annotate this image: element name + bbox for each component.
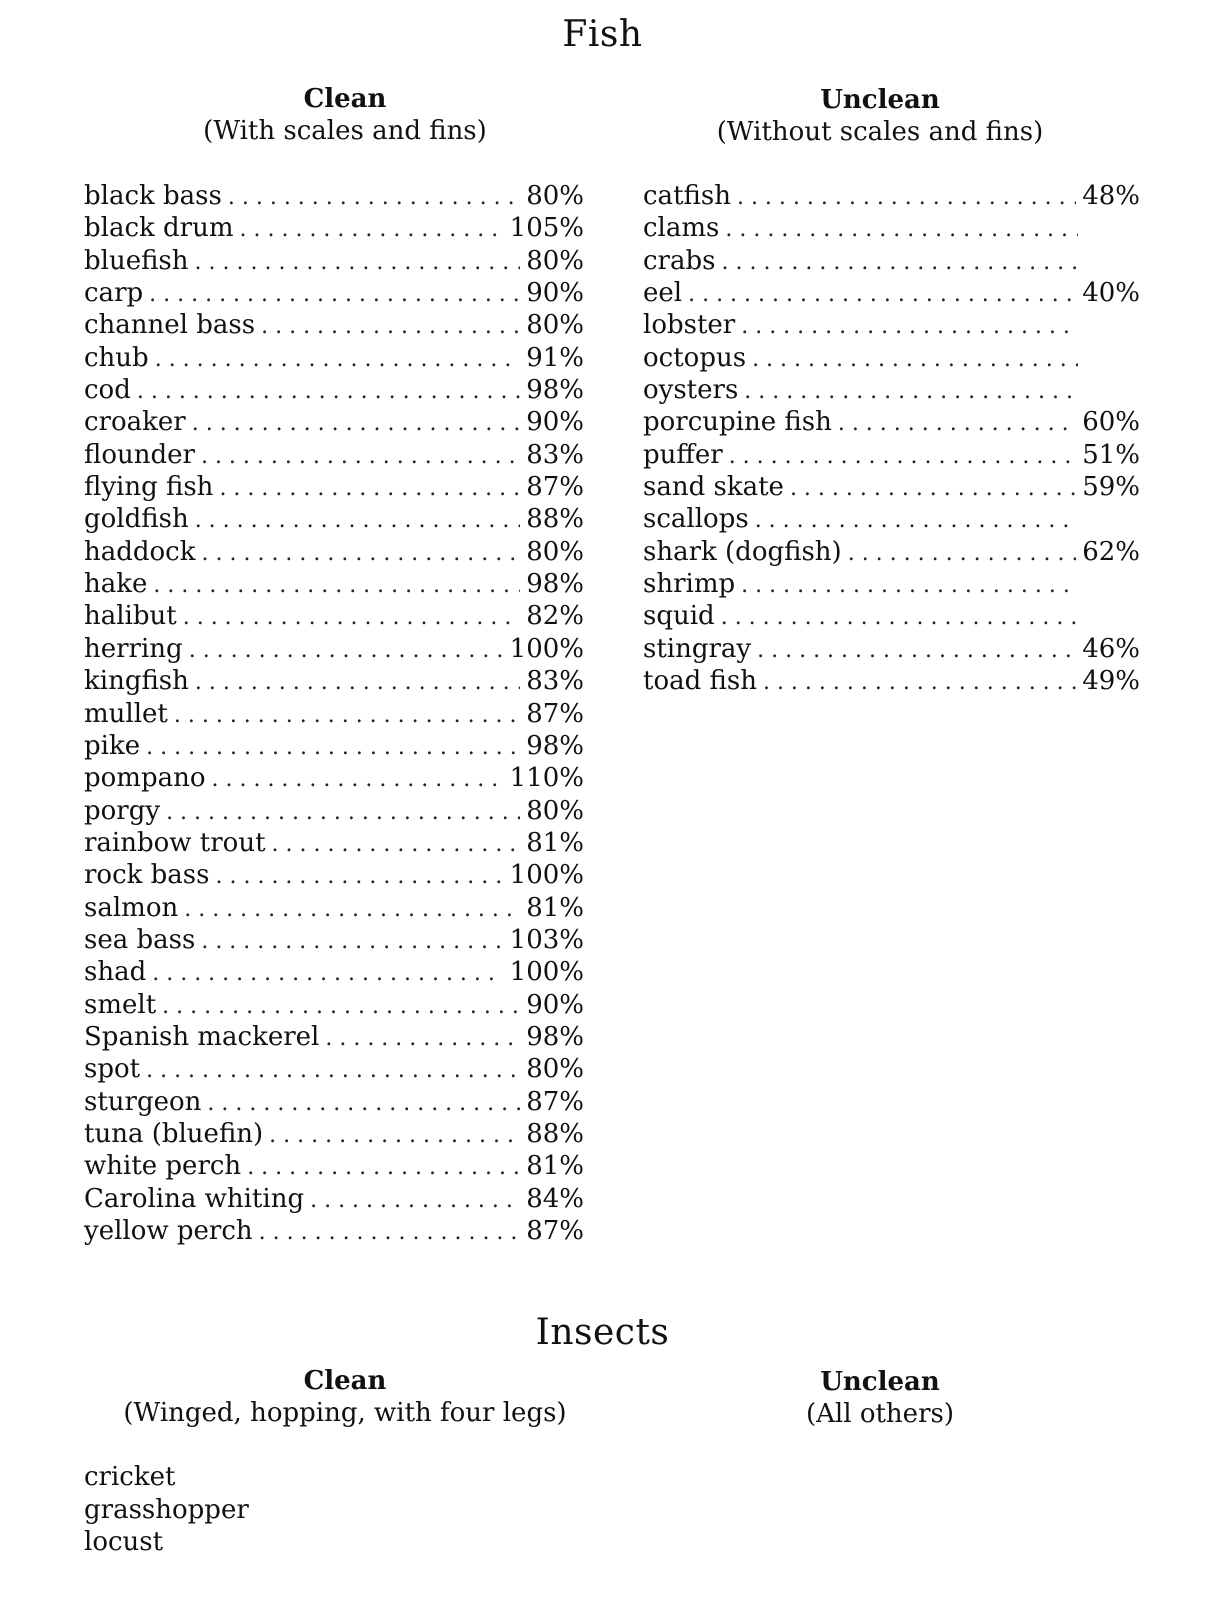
dot-leader [272,829,521,861]
list-item [84,180,584,212]
item-name: flying fish [84,472,214,503]
fish-unclean-subheading: (Without scales and fins) [716,117,1044,147]
list-item [84,309,584,341]
item-name: toad fish [643,666,757,697]
dot-leader [152,958,503,990]
list-item [643,245,1140,277]
item-name: catfish [643,181,731,211]
list-item [84,439,584,471]
dot-leader [688,279,1076,311]
dot-leader [201,926,503,958]
item-percentage: 84% [526,1183,584,1214]
list-item [643,309,1140,341]
fish-unclean-heading: Unclean [820,85,940,115]
list-item [643,180,1140,212]
item-name: smelt [84,989,157,1020]
item-name: sea bass [84,924,196,955]
list-item [84,1021,584,1053]
item-percentage: 46% [1082,633,1140,664]
fish-clean-header [145,83,545,147]
list-item [84,212,584,244]
list-item [84,989,584,1021]
item-name: black bass [84,181,222,211]
list-item [643,277,1140,309]
dot-leader [137,376,520,408]
fish-unclean-list [643,180,1140,698]
list-item [84,859,584,891]
list-item [84,698,584,730]
list-item [84,1118,584,1150]
item-name: channel bass [84,310,256,341]
item-name: cod [84,375,131,406]
dot-leader [207,1088,520,1120]
item-name: shrimp [643,569,736,600]
item-name: stingray [643,633,752,664]
item-name: puffer [643,439,723,470]
item-percentage: 91% [526,342,584,373]
dot-leader [184,894,520,926]
dot-leader [741,311,1078,343]
dot-leader [838,408,1076,440]
dot-leader [162,991,520,1023]
list-item [84,406,584,438]
item-percentage: 88% [526,1118,584,1149]
item-percentage: 100% [509,860,584,891]
list-item [84,827,584,859]
dot-leader [755,505,1078,537]
item-percentage: 83% [526,666,584,697]
insects-clean-heading: Clean [303,1366,387,1396]
item-percentage: 105% [509,213,584,244]
item-percentage: 87% [526,1086,584,1117]
dot-leader [149,279,520,311]
item-percentage: 98% [526,375,584,406]
list-item [84,1086,584,1118]
item-name: crabs [643,245,716,276]
list-item [84,503,584,535]
item-percentage: 98% [526,1021,584,1052]
list-item [643,568,1140,600]
item-name: Spanish mackerel [84,1021,320,1052]
list-item [84,342,584,374]
dot-leader [146,1055,520,1087]
fish-clean-subheading: (With scales and fins) [203,116,487,146]
item-percentage: 80% [526,795,584,826]
item-percentage: 100% [509,957,584,988]
item-percentage: 100% [509,633,584,664]
list-item [84,956,584,988]
dot-leader [310,1185,520,1217]
insects-unclean-header [680,1366,1080,1430]
item-name: squid [643,601,715,632]
dot-leader [174,700,520,732]
dot-leader [240,214,504,246]
insects-clean-list [84,1461,384,1559]
list-item [643,633,1140,665]
list-item [84,762,584,794]
item-name: rock bass [84,860,210,891]
dot-leader [146,732,520,764]
fish-title: Fish [562,14,643,55]
dot-leader [325,1023,520,1055]
list-item [84,795,584,827]
list-item [84,730,584,762]
list-item [643,536,1140,568]
dot-leader [155,344,521,376]
item-name: flounder [84,439,195,470]
list-item [643,665,1140,697]
item-percentage: 87% [526,472,584,503]
item-name: rainbow trout [84,827,266,858]
item-percentage: 80% [526,536,584,567]
item-name: octopus [643,342,747,373]
item-name: black drum [84,213,234,244]
list-item [84,924,584,956]
item-name: pompano [84,763,206,794]
list-item: grasshopper [84,1494,249,1525]
item-name: pike [84,730,141,761]
dot-leader [195,247,521,279]
item-percentage: 98% [526,569,584,600]
item-name: porgy [84,795,161,826]
item-percentage: 49% [1082,666,1140,697]
dot-leader [192,408,520,440]
fish-clean-list [84,180,584,1247]
item-name: shad [84,957,147,988]
item-percentage: 88% [526,504,584,535]
item-name: halibut [84,601,177,632]
dot-leader [737,182,1076,214]
dot-leader [757,635,1076,667]
item-name: herring [84,633,183,664]
dot-leader [219,473,520,505]
item-percentage: 48% [1082,181,1140,211]
dot-leader [201,441,520,473]
dot-leader [183,602,520,634]
item-name: goldfish [84,504,189,535]
list-item [643,342,1140,374]
item-percentage: 90% [526,989,584,1020]
item-percentage: 60% [1082,407,1140,438]
dot-leader [195,505,521,537]
item-name: carp [84,278,144,309]
item-percentage: 90% [526,278,584,309]
item-name: shark (dogfish) [643,536,842,567]
list-item [84,1150,584,1182]
dot-leader [725,214,1078,246]
dot-leader [228,182,520,214]
item-percentage: 80% [526,181,584,211]
item-name: Carolina whiting [84,1183,305,1214]
dot-leader [752,344,1078,376]
item-percentage: 81% [526,827,584,858]
list-item: cricket [84,1462,176,1492]
list-item [643,471,1140,503]
item-name: tuna (bluefin) [84,1118,264,1149]
dot-leader [763,667,1076,699]
item-name: clams [643,213,720,244]
item-percentage: 103% [509,924,584,955]
item-name: lobster [643,310,736,341]
item-percentage: 59% [1082,472,1140,503]
list-item [643,439,1140,471]
dot-leader [721,602,1078,634]
list-item [84,568,584,600]
list-item [84,536,584,568]
item-name: yellow perch [84,1216,253,1246]
dot-leader [744,376,1078,408]
dot-leader [729,441,1077,473]
item-name: haddock [84,536,196,567]
dot-leader [721,247,1078,279]
list-item [84,245,584,277]
insects-clean-subheading: (Winged, hopping, with four legs) [123,1398,567,1428]
dot-leader [189,635,504,667]
item-percentage: 82% [526,601,584,632]
list-item [84,277,584,309]
dot-leader [269,1120,520,1152]
item-percentage: 87% [526,1216,584,1246]
item-name: eel [643,278,683,309]
insects-clean-header [95,1365,595,1429]
item-name: hake [84,569,148,600]
item-percentage: 80% [526,1054,584,1085]
list-item [84,633,584,665]
item-name: spot [84,1054,141,1085]
item-percentage: 87% [526,698,584,729]
list-item [643,503,1140,535]
dot-leader [166,797,520,829]
list-item [84,892,584,924]
item-name: bluefish [84,245,189,276]
item-percentage: 83% [526,439,584,470]
item-name: white perch [84,1151,242,1182]
dot-leader [153,570,520,602]
insects-unclean-subheading: (All others) [806,1399,954,1429]
item-name: kingfish [84,666,189,697]
item-percentage: 98% [526,730,584,761]
list-item [84,1053,584,1085]
item-name: salmon [84,892,179,923]
list-item [643,600,1140,632]
list-item [84,600,584,632]
item-percentage: 110% [509,763,584,794]
item-percentage: 80% [526,245,584,276]
list-item [84,471,584,503]
item-name: oysters [643,375,739,406]
dot-leader [247,1152,520,1184]
item-percentage: 40% [1082,278,1140,309]
dot-leader [212,764,504,796]
dot-leader [259,1217,521,1249]
dot-leader [848,538,1077,570]
list-item [643,212,1140,244]
fish-unclean-header [680,84,1080,148]
dot-leader [195,667,520,699]
list-item [84,665,584,697]
item-name: sand skate [643,472,784,503]
item-percentage: 80% [526,310,584,341]
item-name: croaker [84,407,186,438]
insects-unclean-heading: Unclean [820,1367,940,1397]
item-percentage: 90% [526,407,584,438]
item-percentage: 62% [1082,536,1140,567]
item-name: scallops [643,504,749,535]
list-item: locust [84,1527,164,1557]
dot-leader [741,570,1078,602]
list-item [643,374,1140,406]
list-item [84,1215,584,1247]
item-percentage: 81% [526,1151,584,1182]
dot-leader [216,861,504,893]
item-percentage: 81% [526,892,584,923]
list-item [643,406,1140,438]
item-name: porcupine fish [643,407,832,438]
dot-leader [261,311,520,343]
fish-clean-heading: Clean [303,84,387,114]
item-name: mullet [84,698,168,729]
dot-leader [202,538,521,570]
list-item [84,1183,584,1215]
insects-title: Insects [535,1312,670,1353]
list-item [84,374,584,406]
item-percentage: 51% [1082,439,1140,470]
dot-leader [790,473,1076,505]
item-name: sturgeon [84,1086,202,1117]
item-name: chub [84,342,149,373]
